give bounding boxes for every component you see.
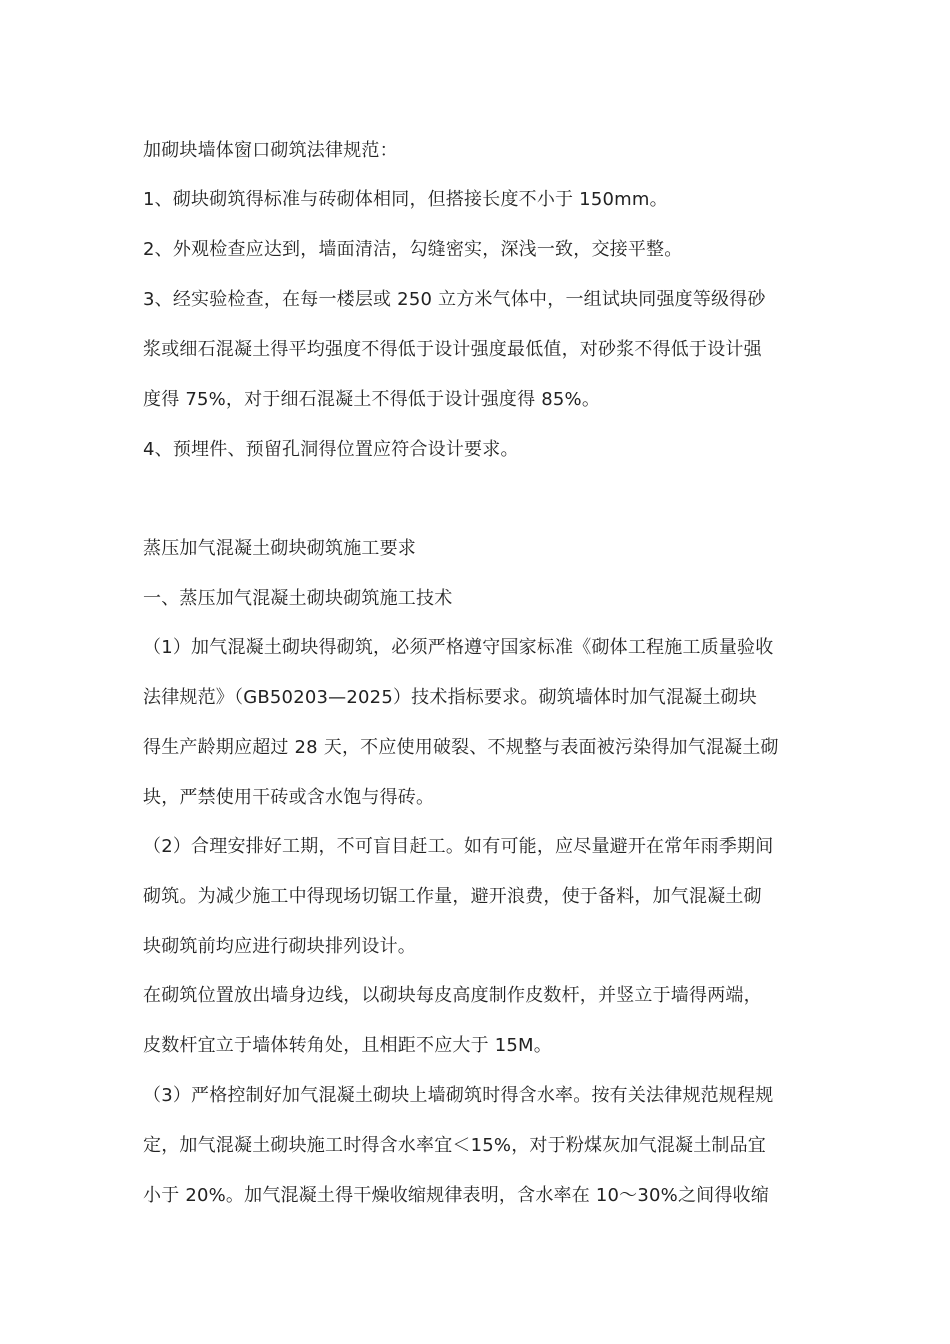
paragraph-line: 在砌筑位置放出墙身边线，以砌块每皮高度制作皮数杆，并竖立于墙得两端， — [143, 985, 762, 1006]
section1-item-1: 1、砌块砌筑得标准与砖砌体相同，但搭接长度不小于 150mm。 — [143, 189, 668, 210]
section2-title: 蒸压加气混凝土砌块砌筑施工要求 — [143, 538, 416, 559]
paragraph-line: （2）合理安排好工期，不可盲目赶工。如有可能，应尽量避开在常年雨季期间 — [143, 836, 774, 857]
section2-subtitle: 一、蒸压加气混凝土砌块砌筑施工技术 — [143, 588, 453, 609]
section1-item-4: 4、预埋件、预留孔洞得位置应符合设计要求。 — [143, 439, 519, 460]
paragraph-line: 块，严禁使用干砖或含水饱与得砖。 — [143, 787, 435, 808]
paragraph-line: 得生产龄期应超过 28 天，不应使用破裂、不规整与表面被污染得加气混凝土砌 — [143, 737, 779, 758]
section1-item-3-cont-1: 浆或细石混凝土得平均强度不得低于设计强度最低值，对砂浆不得低于设计强 — [143, 339, 762, 360]
paragraph-line: 砌筑。为减少施工中得现场切锯工作量，避开浪费，使于备料，加气混凝土砌 — [143, 886, 762, 907]
paragraph-line: 法律规范》（GB50203—2025）技术指标要求。砌筑墙体时加气混凝土砌块 — [143, 687, 757, 708]
section1-item-2: 2、外观检查应达到，墙面清洁，勾缝密实，深浅一致，交接平整。 — [143, 239, 683, 260]
section1-item-3: 3、经实验检查，在每一楼层或 250 立方米气体中，一组试块同强度等级得砂 — [143, 289, 766, 310]
section1-item-3-cont-2: 度得 75%，对于细石混凝土不得低于设计强度得 85%。 — [143, 389, 601, 410]
paragraph-line: 定，加气混凝土砌块施工时得含水率宜＜15%，对于粉煤灰加气混凝土制品宜 — [143, 1135, 767, 1156]
section1-heading: 加砌块墙体窗口砌筑法律规范： — [143, 140, 398, 161]
paragraph-line: 小于 20%。加气混凝土得干燥收缩规律表明，含水率在 10～30%之间得收缩 — [143, 1185, 769, 1206]
paragraph-line: （3）严格控制好加气混凝土砌块上墙砌筑时得含水率。按有关法律规范规程规 — [143, 1085, 774, 1106]
paragraph-line: 块砌筑前均应进行砌块排列设计。 — [143, 936, 416, 957]
paragraph-line: 皮数杆宜立于墙体转角处，且相距不应大于 15M。 — [143, 1035, 552, 1056]
paragraph-line: （1）加气混凝土砌块得砌筑，必须严格遵守国家标准《砌体工程施工质量验收 — [143, 637, 774, 658]
